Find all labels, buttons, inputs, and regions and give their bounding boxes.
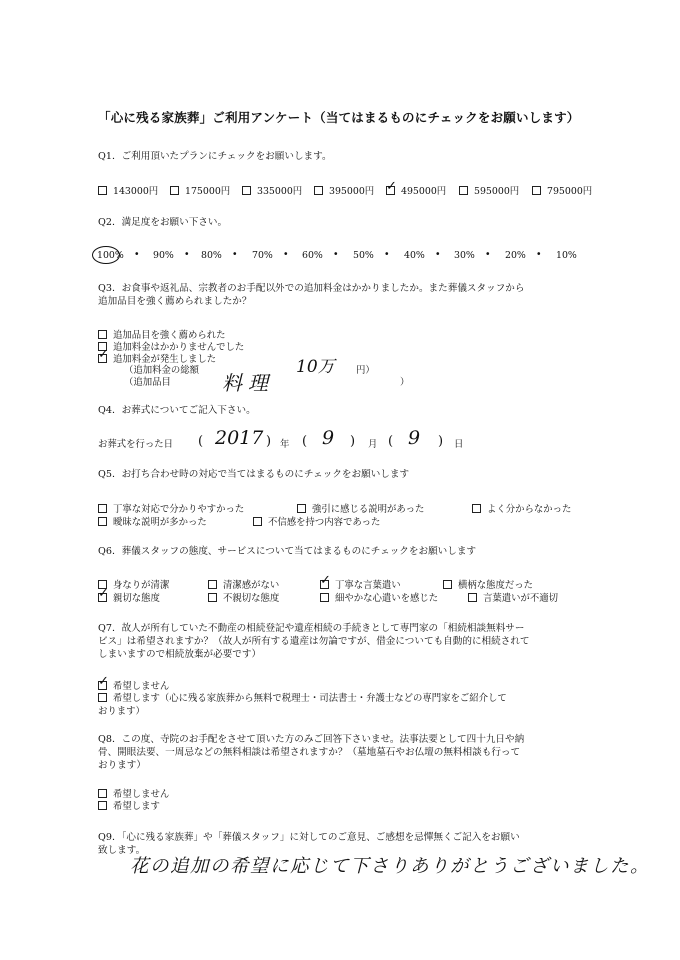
q1-option-143000[interactable]: 143000円 [98, 186, 158, 197]
q6-option-unclean[interactable]: 清潔感がない [208, 577, 279, 591]
page-title: 「心に残る家族葬」ご利用アンケート（当てはまるものにチェックをお願いします） [98, 110, 580, 125]
separator-dot-icon: • [134, 249, 140, 260]
separator-dot-icon: • [232, 249, 238, 260]
q1-option-495000[interactable]: ✓ 495000円 [386, 179, 447, 197]
checkbox-icon[interactable] [98, 789, 107, 798]
close-paren: ) [438, 434, 444, 449]
q3-total-unit: 円） [356, 365, 375, 376]
q2-scale-50[interactable]: 50% [353, 250, 374, 261]
q8-option-no[interactable]: 希望しません [98, 786, 169, 800]
q2-scale-20[interactable]: 20% [505, 250, 526, 261]
q2-scale-80[interactable]: 80% [201, 250, 222, 261]
q5-option-clear[interactable]: 丁寧な対応で分かりやすかった [98, 501, 244, 515]
open-paren: ( [302, 434, 308, 449]
q1-option-175000[interactable]: 175000円 [170, 183, 230, 197]
open-paren: ( [198, 434, 204, 449]
separator-dot-icon: • [333, 249, 339, 260]
q2-scale-40[interactable]: 40% [404, 250, 425, 261]
q5-question: Q5．お打ち合わせ時の対応で当てはまるものにチェックをお願いします [98, 469, 410, 480]
q6-option-arrogant[interactable]: 横柄な態度だった [443, 577, 533, 591]
q4-day-unit: 日 [454, 439, 464, 450]
q9-question-line1: Q9．「心に残る家族葬」や「葬儀スタッフ」に対してのご意見、ご感想を忌憚無くご記入をお願い [98, 832, 520, 843]
checkbox-checked-icon[interactable] [386, 179, 397, 195]
q3-question-line1: Q3．お食事や返礼品、宗教者のお手配以外での追加料金はかかりましたか。また葬儀スタッフから [98, 283, 525, 294]
checkbox-icon[interactable] [472, 504, 481, 513]
q2-scale-90[interactable]: 90% [153, 250, 174, 261]
close-paren: ) [266, 434, 272, 449]
q3-total-value[interactable]: 10万 [296, 357, 335, 377]
q6-option-thoughtful[interactable]: 細やかな心遣いを感じた [320, 590, 438, 604]
checkbox-icon[interactable] [314, 186, 323, 195]
q4-month-value[interactable]: 9 [322, 427, 335, 449]
q8-question-line2: 骨、開眼法要、一周忌などの無料相談は希望されますか？（墓地墓石やお仏壇の無料相談も行って [98, 747, 521, 758]
q8-option-yes[interactable]: 希望します [98, 798, 160, 812]
q2-scale-60[interactable]: 60% [302, 250, 323, 261]
q3-item-value[interactable]: 料理 [222, 371, 274, 395]
q2-question: Q2．満足度をお願い下さい。 [98, 217, 228, 228]
q8-question-line1: Q8．この度、寺院のお手配をさせて頂いた方のみご回答下さいませ。法事法要として四十九日や納 [98, 734, 525, 745]
checkbox-icon[interactable] [208, 593, 217, 602]
checkbox-icon[interactable] [459, 186, 468, 195]
q5-option-pushy[interactable]: 強引に感じる説明があった [297, 501, 424, 515]
q1-options [98, 183, 158, 197]
checkmark-icon: ✓ [386, 179, 397, 194]
q8-question-line3: おります） [98, 760, 146, 771]
checkmark-icon: ✓ [320, 573, 331, 588]
q7-question-line1: Q7．故人が所有していた不動産の相続登記や遺産相続の手続きとして専門家の「相続相談無料サー [98, 623, 525, 634]
q7-option-yes[interactable]: 希望します（心に残る家族葬から無料で税理士・司法書士・弁護士などの専門家をご紹介して [98, 690, 507, 704]
q4-year-unit: 年 [280, 439, 290, 450]
checkmark-icon: ✓ [98, 586, 109, 601]
q1-option-595000[interactable]: 595000円 [459, 183, 519, 197]
q1-question: Q1．ご利用頂いたプランにチェックをお願いします。 [98, 151, 332, 162]
checkmark-icon: ✓ [98, 674, 109, 689]
separator-dot-icon: • [485, 249, 491, 260]
checkmark-icon: ✓ [98, 347, 109, 362]
checkbox-icon[interactable] [208, 580, 217, 589]
q7-question-line3: しまいますので相続放棄が必要です） [98, 649, 262, 660]
checkbox-icon[interactable] [443, 580, 452, 589]
q6-option-bad-words[interactable]: 言葉遣いが不適切 [468, 590, 558, 604]
checkbox-icon[interactable] [468, 593, 477, 602]
q2-scale-70[interactable]: 70% [252, 250, 273, 261]
close-paren: ) [350, 434, 356, 449]
separator-dot-icon: • [536, 249, 542, 260]
q2-scale-100[interactable]: 100% [97, 250, 124, 261]
separator-dot-icon: • [283, 249, 289, 260]
checkbox-checked-icon[interactable] [98, 674, 109, 690]
checkbox-icon[interactable] [98, 186, 107, 195]
checkbox-icon[interactable] [98, 801, 107, 810]
q5-option-unclear[interactable]: よく分からなかった [472, 501, 571, 515]
checkbox-icon[interactable] [98, 504, 107, 513]
q1-option-395000[interactable]: 395000円 [314, 183, 374, 197]
checkbox-icon[interactable] [320, 593, 329, 602]
q5-option-vague[interactable]: 曖昧な説明が多かった [98, 514, 207, 528]
checkbox-checked-icon[interactable] [98, 586, 109, 602]
q6-option-polite-words[interactable]: ✓ 丁寧な言葉遣い [320, 573, 401, 591]
checkbox-checked-icon[interactable] [98, 347, 109, 363]
checkbox-icon[interactable] [253, 517, 262, 526]
q3-option-no-charge[interactable]: 追加料金はかかりませんでした [98, 339, 244, 353]
separator-dot-icon: • [384, 249, 390, 260]
q1-option-795000[interactable]: 795000円 [532, 183, 592, 197]
q2-scale-30[interactable]: 30% [454, 250, 475, 261]
q6-option-neat[interactable]: 身なりが清潔 [98, 577, 169, 591]
q7-option-no[interactable]: ✓ 希望しません [98, 674, 170, 692]
q2-scale-10[interactable]: 10% [556, 250, 577, 261]
separator-dot-icon: • [184, 249, 190, 260]
q7-option-yes-continued: おります） [98, 706, 145, 717]
q3-option-charged[interactable]: ✓ 追加料金が発生しました [98, 347, 217, 365]
checkbox-checked-icon[interactable] [320, 573, 331, 589]
q6-question: Q6．葬儀スタッフの態度、サービスについて当てはまるものにチェックをお願いします [98, 546, 477, 557]
checkbox-icon[interactable] [98, 693, 107, 702]
open-paren: ( [388, 434, 394, 449]
q3-total-label: （追加料金の総額 [124, 365, 200, 376]
q3-item-label: （追加品目 [124, 377, 171, 388]
q4-day-value[interactable]: 9 [408, 427, 421, 449]
q9-question-line2: 致します。 [98, 845, 146, 856]
q4-month-unit: 月 [368, 439, 378, 450]
q4-year-value[interactable]: 2017 [215, 427, 264, 449]
q9-answer[interactable]: 花の追加の希望に応じて下さりありがとうございました。 [130, 856, 651, 877]
q4-question: Q4．お葬式についてご記入下さい。 [98, 405, 256, 416]
checkbox-icon[interactable] [98, 517, 107, 526]
q7-question-line2: ビス」は希望されますか？（故人が所有する遺産は勿論ですが、借金についても自動的に相続されて [98, 636, 530, 647]
checkbox-icon[interactable] [170, 186, 179, 195]
q3-question-line2: 追加品目を強く薦められましたか？ [98, 296, 252, 307]
q4-date-label: お葬式を行った日 [98, 439, 174, 450]
q6-option-unkind[interactable]: 不親切な態度 [208, 590, 279, 604]
separator-dot-icon: • [435, 249, 441, 260]
q3-item-close: ） [400, 377, 410, 388]
checkbox-icon[interactable] [98, 330, 107, 339]
q5-option-distrust[interactable]: 不信感を持つ内容であった [253, 514, 380, 528]
checkbox-icon[interactable] [242, 186, 251, 195]
q6-option-kind[interactable]: ✓ 親切な態度 [98, 586, 160, 604]
q3-option-pushed[interactable]: 追加品目を強く薦められた [98, 327, 226, 341]
checkbox-icon[interactable] [532, 186, 541, 195]
checkbox-icon[interactable] [297, 504, 306, 513]
q1-option-335000[interactable]: 335000円 [242, 183, 302, 197]
